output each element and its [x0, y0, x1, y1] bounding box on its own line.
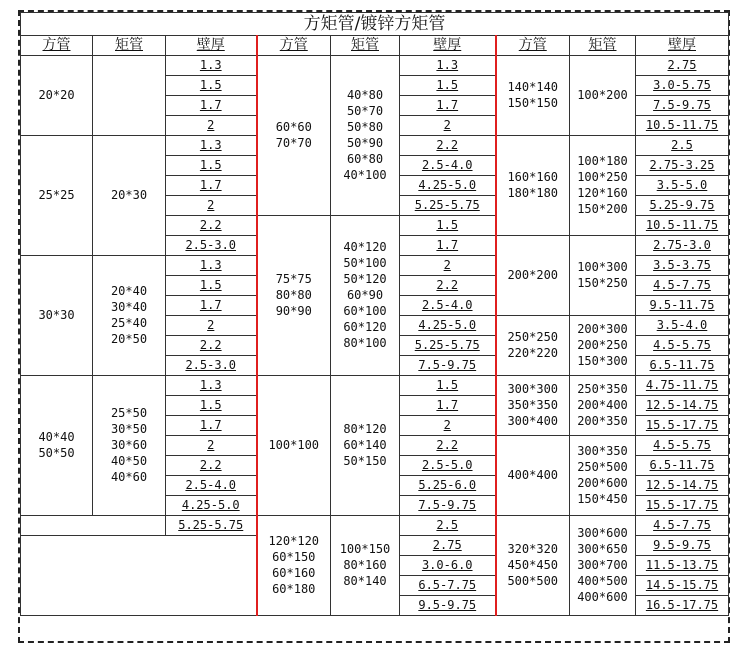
spec-table: [20, 12, 729, 616]
rect-sizes: 20*30: [93, 136, 166, 256]
thickness-cell: 2: [166, 116, 257, 136]
square-sizes: 40*40 50*50: [21, 376, 93, 516]
table-row: [21, 56, 729, 76]
thickness-cell: 1.3: [166, 256, 257, 276]
rect-sizes: 25*50 30*50 30*60 40*50 40*60: [93, 376, 166, 516]
thickness-cell: 4.25-5.0: [166, 496, 257, 516]
thickness-cell: 2.75-3.0: [636, 236, 729, 256]
thickness-cell: 1.5: [400, 216, 496, 236]
thickness-cell: 1.7: [166, 176, 257, 196]
thickness-cell: 3.5-3.75: [636, 256, 729, 276]
square-sizes: 25*25: [21, 136, 93, 256]
thickness-cell: 11.5-13.75: [636, 556, 729, 576]
square-sizes: 250*250 220*220: [496, 316, 570, 376]
thickness-cell: 5.25-6.0: [400, 476, 496, 496]
thickness-cell: 16.5-17.75: [636, 596, 729, 616]
square-tube-header: 方管: [21, 36, 93, 56]
thickness-cell: 2.5-3.0: [166, 236, 257, 256]
thickness-cell: 1.7: [400, 96, 496, 116]
thickness-cell: 2: [400, 256, 496, 276]
thickness-cell: 10.5-11.75: [636, 216, 729, 236]
square-sizes: 120*120 60*150 60*160 60*180: [257, 516, 331, 616]
square-sizes: 60*60 70*70: [257, 56, 331, 216]
square-sizes: 400*400: [496, 436, 570, 516]
square-sizes: 30*30: [21, 256, 93, 376]
thickness-cell: 9.5-9.75: [636, 536, 729, 556]
thickness-cell: 3.0-5.75: [636, 76, 729, 96]
wall-thickness-header: 壁厚: [636, 36, 729, 56]
square-sizes: 75*75 80*80 90*90: [257, 216, 331, 376]
thickness-cell: 2.2: [400, 136, 496, 156]
thickness-cell: 5.25-9.75: [636, 196, 729, 216]
thickness-cell: 1.3: [166, 136, 257, 156]
thickness-cell: 2.2: [400, 276, 496, 296]
thickness-cell: 2.5-4.0: [400, 296, 496, 316]
thickness-cell: 4.75-11.75: [636, 376, 729, 396]
thickness-cell: 5.25-5.75: [400, 336, 496, 356]
rect-tube-header: 矩管: [331, 36, 400, 56]
thickness-cell: 2: [400, 416, 496, 436]
thickness-cell: 2.75: [400, 536, 496, 556]
thickness-cell: 4.5-7.75: [636, 516, 729, 536]
wall-thickness-header: 壁厚: [400, 36, 496, 56]
empty-cell: [21, 516, 166, 536]
thickness-cell: 3.5-5.0: [636, 176, 729, 196]
thickness-cell: 9.5-9.75: [400, 596, 496, 616]
rect-sizes: 100*180 100*250 120*160 150*200: [570, 136, 636, 236]
thickness-cell: 2.5-4.0: [166, 476, 257, 496]
thickness-cell: 4.5-5.75: [636, 436, 729, 456]
square-sizes: 160*160 180*180: [496, 136, 570, 236]
thickness-cell: 1.3: [166, 56, 257, 76]
rect-sizes: 100*300 150*250: [570, 236, 636, 316]
thickness-cell: 2.5: [636, 136, 729, 156]
thickness-cell: 3.0-6.0: [400, 556, 496, 576]
rect-sizes: 100*200: [570, 56, 636, 136]
thickness-cell: 14.5-15.75: [636, 576, 729, 596]
page-title: 方矩管/镀锌方矩管: [21, 13, 729, 36]
thickness-cell: 6.5-11.75: [636, 356, 729, 376]
thickness-cell: 1.7: [400, 396, 496, 416]
thickness-cell: 6.5-7.75: [400, 576, 496, 596]
rect-sizes: 80*120 60*140 50*150: [331, 376, 400, 516]
thickness-cell: 15.5-17.75: [636, 496, 729, 516]
square-sizes: 200*200: [496, 236, 570, 316]
table-row: [21, 376, 729, 396]
thickness-cell: 2: [166, 196, 257, 216]
rect-sizes: 250*350 200*400 200*350: [570, 376, 636, 436]
thickness-cell: 1.5: [166, 76, 257, 96]
rect-tube-header: 矩管: [93, 36, 166, 56]
square-sizes: 320*320 450*450 500*500: [496, 516, 570, 616]
thickness-cell: 2.2: [166, 336, 257, 356]
square-sizes: 140*140 150*150: [496, 56, 570, 136]
thickness-cell: 1.7: [166, 96, 257, 116]
wall-thickness-header: 壁厚: [166, 36, 257, 56]
rect-sizes: 200*300 200*250 150*300: [570, 316, 636, 376]
thickness-cell: 4.5-5.75: [636, 336, 729, 356]
square-tube-header: 方管: [496, 36, 570, 56]
square-sizes: 100*100: [257, 376, 331, 516]
square-tube-header: 方管: [257, 36, 331, 56]
thickness-cell: 2.5-3.0: [166, 356, 257, 376]
rect-sizes: [93, 56, 166, 136]
table-row: [21, 516, 729, 536]
thickness-cell: 1.3: [166, 376, 257, 396]
thickness-cell: 4.25-5.0: [400, 316, 496, 336]
rect-sizes: 40*120 50*100 50*120 60*90 60*100 60*120 80*100: [331, 216, 400, 376]
rect-sizes: 300*350 250*500 200*600 150*450: [570, 436, 636, 516]
thickness-cell: 2.2: [400, 436, 496, 456]
thickness-cell: 3.5-4.0: [636, 316, 729, 336]
thickness-cell: 10.5-11.75: [636, 116, 729, 136]
thickness-cell: 2.75: [636, 56, 729, 76]
thickness-cell: 2: [400, 116, 496, 136]
thickness-cell: 15.5-17.75: [636, 416, 729, 436]
square-sizes: 20*20: [21, 56, 93, 136]
thickness-cell: 1.5: [166, 276, 257, 296]
thickness-cell: 1.5: [400, 76, 496, 96]
thickness-cell: 7.5-9.75: [636, 96, 729, 116]
empty-cell: [21, 536, 257, 616]
thickness-cell: 2.75-3.25: [636, 156, 729, 176]
thickness-cell: 4.25-5.0: [400, 176, 496, 196]
rect-sizes: 300*600 300*650 300*700 400*500 400*600: [570, 516, 636, 616]
thickness-cell: 1.7: [400, 236, 496, 256]
rect-tube-header: 矩管: [570, 36, 636, 56]
thickness-cell: 2.5-5.0: [400, 456, 496, 476]
square-sizes: 300*300 350*350 300*400: [496, 376, 570, 436]
rect-sizes: 40*80 50*70 50*80 50*90 60*80 40*100: [331, 56, 400, 216]
thickness-cell: 2.2: [166, 456, 257, 476]
thickness-cell: 2.2: [166, 216, 257, 236]
thickness-cell: 5.25-5.75: [166, 516, 257, 536]
rect-sizes: 20*40 30*40 25*40 20*50: [93, 256, 166, 376]
thickness-cell: 1.7: [166, 296, 257, 316]
rect-sizes: 100*150 80*160 80*140: [331, 516, 400, 616]
thickness-cell: 1.5: [166, 156, 257, 176]
thickness-cell: 2: [166, 436, 257, 456]
thickness-cell: 1.5: [400, 376, 496, 396]
thickness-cell: 4.5-7.75: [636, 276, 729, 296]
thickness-cell: 12.5-14.75: [636, 396, 729, 416]
thickness-cell: 1.7: [166, 416, 257, 436]
thickness-cell: 2.5: [400, 516, 496, 536]
thickness-cell: 2: [166, 316, 257, 336]
thickness-cell: 12.5-14.75: [636, 476, 729, 496]
thickness-cell: 7.5-9.75: [400, 356, 496, 376]
thickness-cell: 2.5-4.0: [400, 156, 496, 176]
thickness-cell: 6.5-11.75: [636, 456, 729, 476]
thickness-cell: 7.5-9.75: [400, 496, 496, 516]
thickness-cell: 5.25-5.75: [400, 196, 496, 216]
thickness-cell: 9.5-11.75: [636, 296, 729, 316]
thickness-cell: 1.3: [400, 56, 496, 76]
thickness-cell: 1.5: [166, 396, 257, 416]
